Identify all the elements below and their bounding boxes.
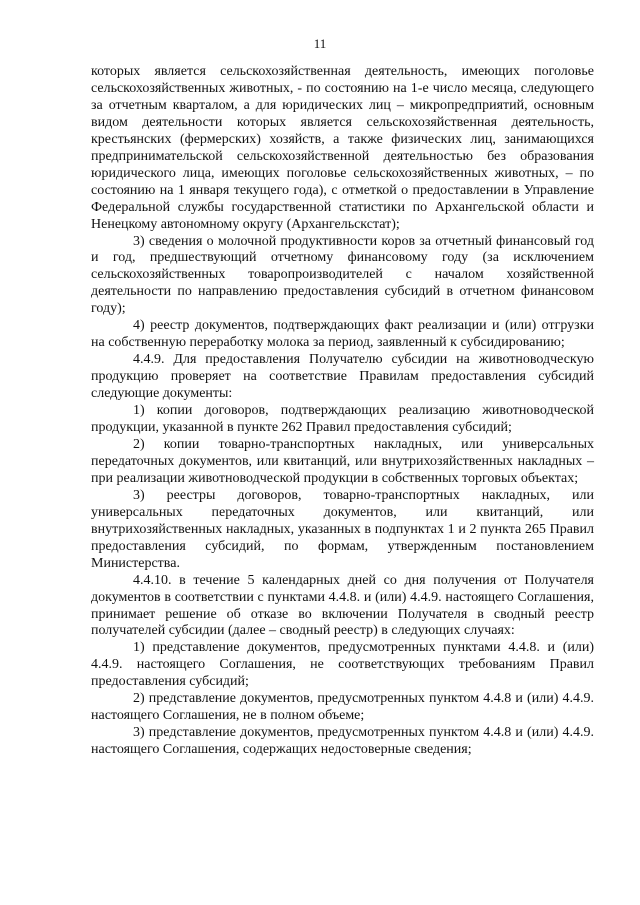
paragraph-continuation: которых является сельскохозяйственная деятельность, имеющих поголовье сельскохозяйственных животных, - по состоянию на 1-е число месяца, следующего за отчетным кварталом, а для юридических лиц – микропредприятий, основным видом деятельности которых является сельскохозяйственная деятельность, крестьянских (фермерских) хозяйств, а также физических лиц, занимающихся предпринимательской сельскохозяйственной деятельностью без образования юридического лица, имеющих поголовье сельскохозяйственных животных, – по состоянию на 1 января текущего года), с отметкой о предоставлении в Управление Федеральной службы государственной статистики по Архангельской области и Ненецкому автономному округу (Архангельскстат); [91, 64, 594, 232]
paragraph-clause-4-4-10: 4.4.10. в течение 5 календарных дней со дня получения от Получателя документов в соответствии с пунктами 4.4.8. и (или) 4.4.9. настоящего Соглашения, принимает решение об отказе во включении Получателя в сводный реестр получателей субсидии (далее – сводный реестр) в следующих случаях: [91, 572, 594, 639]
paragraph-clause-4-4-9-item-1: 1) копии договоров, подтверждающих реализацию животноводческой продукции, указанной в пункте 262 Правил предоставления субсидий; [91, 403, 594, 436]
page-number: 11 [313, 36, 327, 51]
paragraph-clause-4-4-9-item-2: 2) копии товарно-транспортных накладных, или универсальных передаточных документов, или квитанций, или внутрихозяйственных накладных – при реализации животноводческой продукции в собственных торговых объектах; [91, 436, 594, 486]
paragraph-clause-4-4-9-item-3: 3) реестры договоров, товарно-транспортных накладных, или универсальных передаточных документов, или квитанций, или внутрихозяйственных накладных, указанных в подпунктах 1 и 2 пункта 265 Правил предоставления субсидий, по формам, утвержденным постановлением Министерства. [91, 487, 594, 571]
paragraph-clause-4-4-10-item-1: 1) представление документов, предусмотренных пунктами 4.4.8. и (или) 4.4.9. настоящего Соглашения, не соответствующих требованиям Правил предоставления субсидий; [91, 640, 594, 690]
paragraph-item-4-registry: 4) реестр документов, подтверждающих факт реализации и (или) отгрузки на собственную переработку молока за период, заявленный к субсидированию; [91, 318, 594, 351]
paragraph-clause-4-4-10-item-2: 2) представление документов, предусмотренных пунктом 4.4.8 и (или) 4.4.9. настоящего Соглашения, не в полном объеме; [91, 691, 594, 724]
paragraph-clause-4-4-9: 4.4.9. Для предоставления Получателю субсидии на животноводческую продукцию проверяет на соответствие Правилам предоставления субсидий следующие документы: [91, 352, 594, 402]
document-body [91, 64, 594, 759]
paragraph-clause-4-4-10-item-3: 3) представление документов, предусмотренных пунктом 4.4.8 и (или) 4.4.9. настоящего Соглашения, содержащих недостоверные сведения; [91, 725, 594, 758]
paragraph-item-3-milk-productivity: 3) сведения о молочной продуктивности коров за отчетный финансовый год и год, предшествующий отчетному финансовому году (за исключением сельскохозяйственных товаропроизводителей с началом хозяйственной деятельности по направлению предоставления субсидий в отчетном финансовом году); [91, 233, 594, 317]
